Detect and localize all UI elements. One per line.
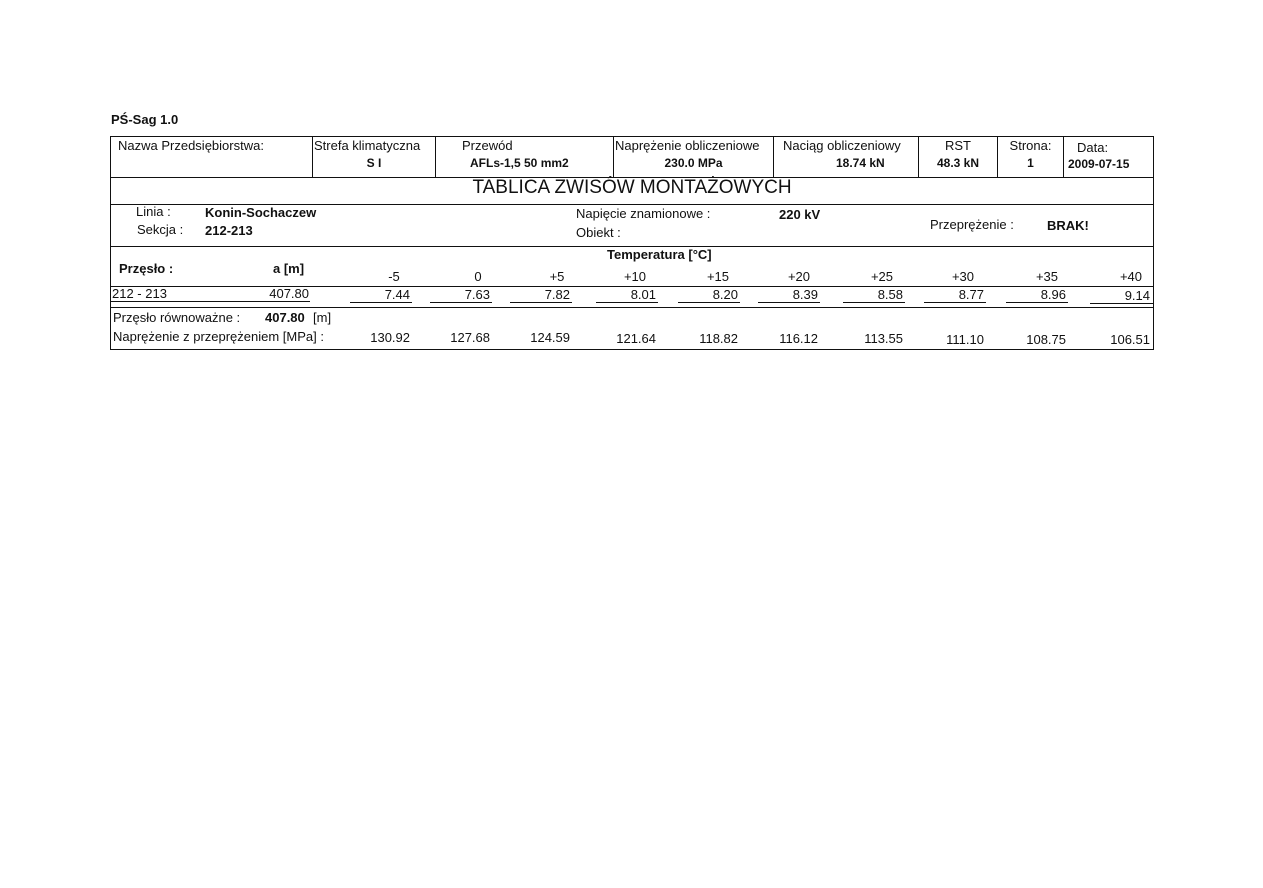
stress-cell: 130.92 — [370, 330, 410, 345]
sag-cell: 8.39 — [792, 287, 818, 302]
sag-cell: 7.63 — [464, 287, 490, 302]
sag-cell: 9.14 — [1124, 288, 1150, 303]
voltage-label: Napięcie znamionowe : — [576, 206, 711, 221]
row-underline — [430, 302, 492, 303]
row-underline — [350, 302, 412, 303]
tension-label: Naciąg obliczeniowy — [783, 138, 901, 153]
stress-cell: 116.12 — [779, 331, 818, 346]
sag-cell: 8.58 — [877, 287, 903, 302]
span-header: Przęsło : — [119, 261, 174, 276]
stress-cell: 121.64 — [616, 331, 656, 346]
object-label: Obiekt : — [576, 225, 621, 240]
stress-cell: 127.68 — [450, 330, 490, 345]
sag-cell: 7.44 — [384, 287, 410, 302]
section-label: Sekcja : — [137, 222, 184, 237]
stress-cell: 124.59 — [530, 330, 570, 345]
temperature-header: Temperatura [°C] — [607, 247, 712, 262]
conductor-label: Przewód — [462, 138, 513, 153]
row-underline — [1006, 302, 1068, 303]
stress-with-overtension-label: Naprężenie z przeprężeniem [MPa] : — [113, 329, 324, 344]
temperature-col-header: +20 — [787, 269, 811, 284]
span-cell: 212 - 213 — [112, 286, 167, 301]
header-col-divider — [435, 136, 436, 177]
date-label: Data: — [1077, 140, 1109, 155]
temperature-col-header: +5 — [549, 269, 565, 284]
stress-cell: 118.82 — [699, 331, 738, 346]
overtension-value: BRAK! — [1047, 218, 1089, 233]
rst-value: 48.3 kN — [936, 156, 980, 170]
rst-label: RST — [945, 138, 971, 153]
date-value: 2009-07-15 — [1068, 157, 1130, 171]
table-title: TABLICA ZWISÓW MONTAŻOWYCH — [472, 177, 792, 198]
equivalent-span-unit: [m] — [313, 310, 332, 325]
company-label: Nazwa Przedsiębiorstwa: — [118, 138, 264, 153]
sag-cell: 7.82 — [544, 287, 570, 302]
length-cell: 407.80 — [269, 286, 309, 301]
row-underline — [110, 301, 310, 302]
page-number: 1 — [1027, 156, 1034, 170]
stress-label: Naprężenie obliczeniowe — [615, 138, 760, 153]
zone-value: S I — [366, 156, 382, 170]
temperature-col-header: +30 — [951, 269, 975, 284]
temperature-col-header: +15 — [706, 269, 730, 284]
stress-cell: 113.55 — [864, 331, 903, 346]
overtension-label: Przeprężenie : — [930, 217, 1014, 232]
row-underline — [596, 302, 658, 303]
header-col-divider — [773, 136, 774, 177]
temperature-col-header: 0 — [474, 269, 482, 284]
sag-cell: 8.01 — [630, 287, 656, 302]
length-header: a [m] — [273, 261, 305, 276]
row-underline — [758, 302, 820, 303]
voltage-value: 220 kV — [779, 207, 821, 222]
sag-cell: 8.20 — [712, 287, 738, 302]
header-col-divider — [1063, 136, 1064, 177]
temperature-col-header: +35 — [1035, 269, 1059, 284]
program-name: PŚ-Sag 1.0 — [111, 112, 179, 127]
line-label: Linia : — [136, 204, 171, 219]
stress-value: 230.0 MPa — [664, 156, 723, 170]
sag-cell: 8.96 — [1040, 287, 1066, 302]
row-underline — [1090, 303, 1153, 304]
temperature-col-header: +10 — [623, 269, 647, 284]
temperature-col-header: +40 — [1119, 269, 1142, 284]
footer-divider — [110, 307, 1154, 308]
row-underline — [510, 302, 572, 303]
tension-value: 18.74 kN — [836, 156, 885, 170]
stress-cell: 111.10 — [946, 332, 984, 347]
temperature-col-header: -5 — [388, 269, 400, 284]
row-underline — [843, 302, 905, 303]
conductor-value: AFLs-1,5 50 mm2 — [470, 156, 569, 170]
stress-cell: 108.75 — [1026, 332, 1066, 347]
row-underline — [924, 302, 986, 303]
row-underline — [678, 302, 740, 303]
equivalent-span-value: 407.80 — [265, 310, 305, 325]
stress-cell: 106.51 — [1110, 332, 1150, 347]
page-label: Strona: — [1009, 138, 1052, 153]
line-value: Konin-Sochaczew — [205, 205, 317, 220]
equivalent-span-label: Przęsło równoważne : — [113, 310, 241, 325]
zone-label: Strefa klimatyczna — [314, 138, 421, 153]
sag-cell: 8.77 — [958, 287, 984, 302]
temperature-col-header: +25 — [870, 269, 894, 284]
section-value: 212-213 — [205, 223, 253, 238]
